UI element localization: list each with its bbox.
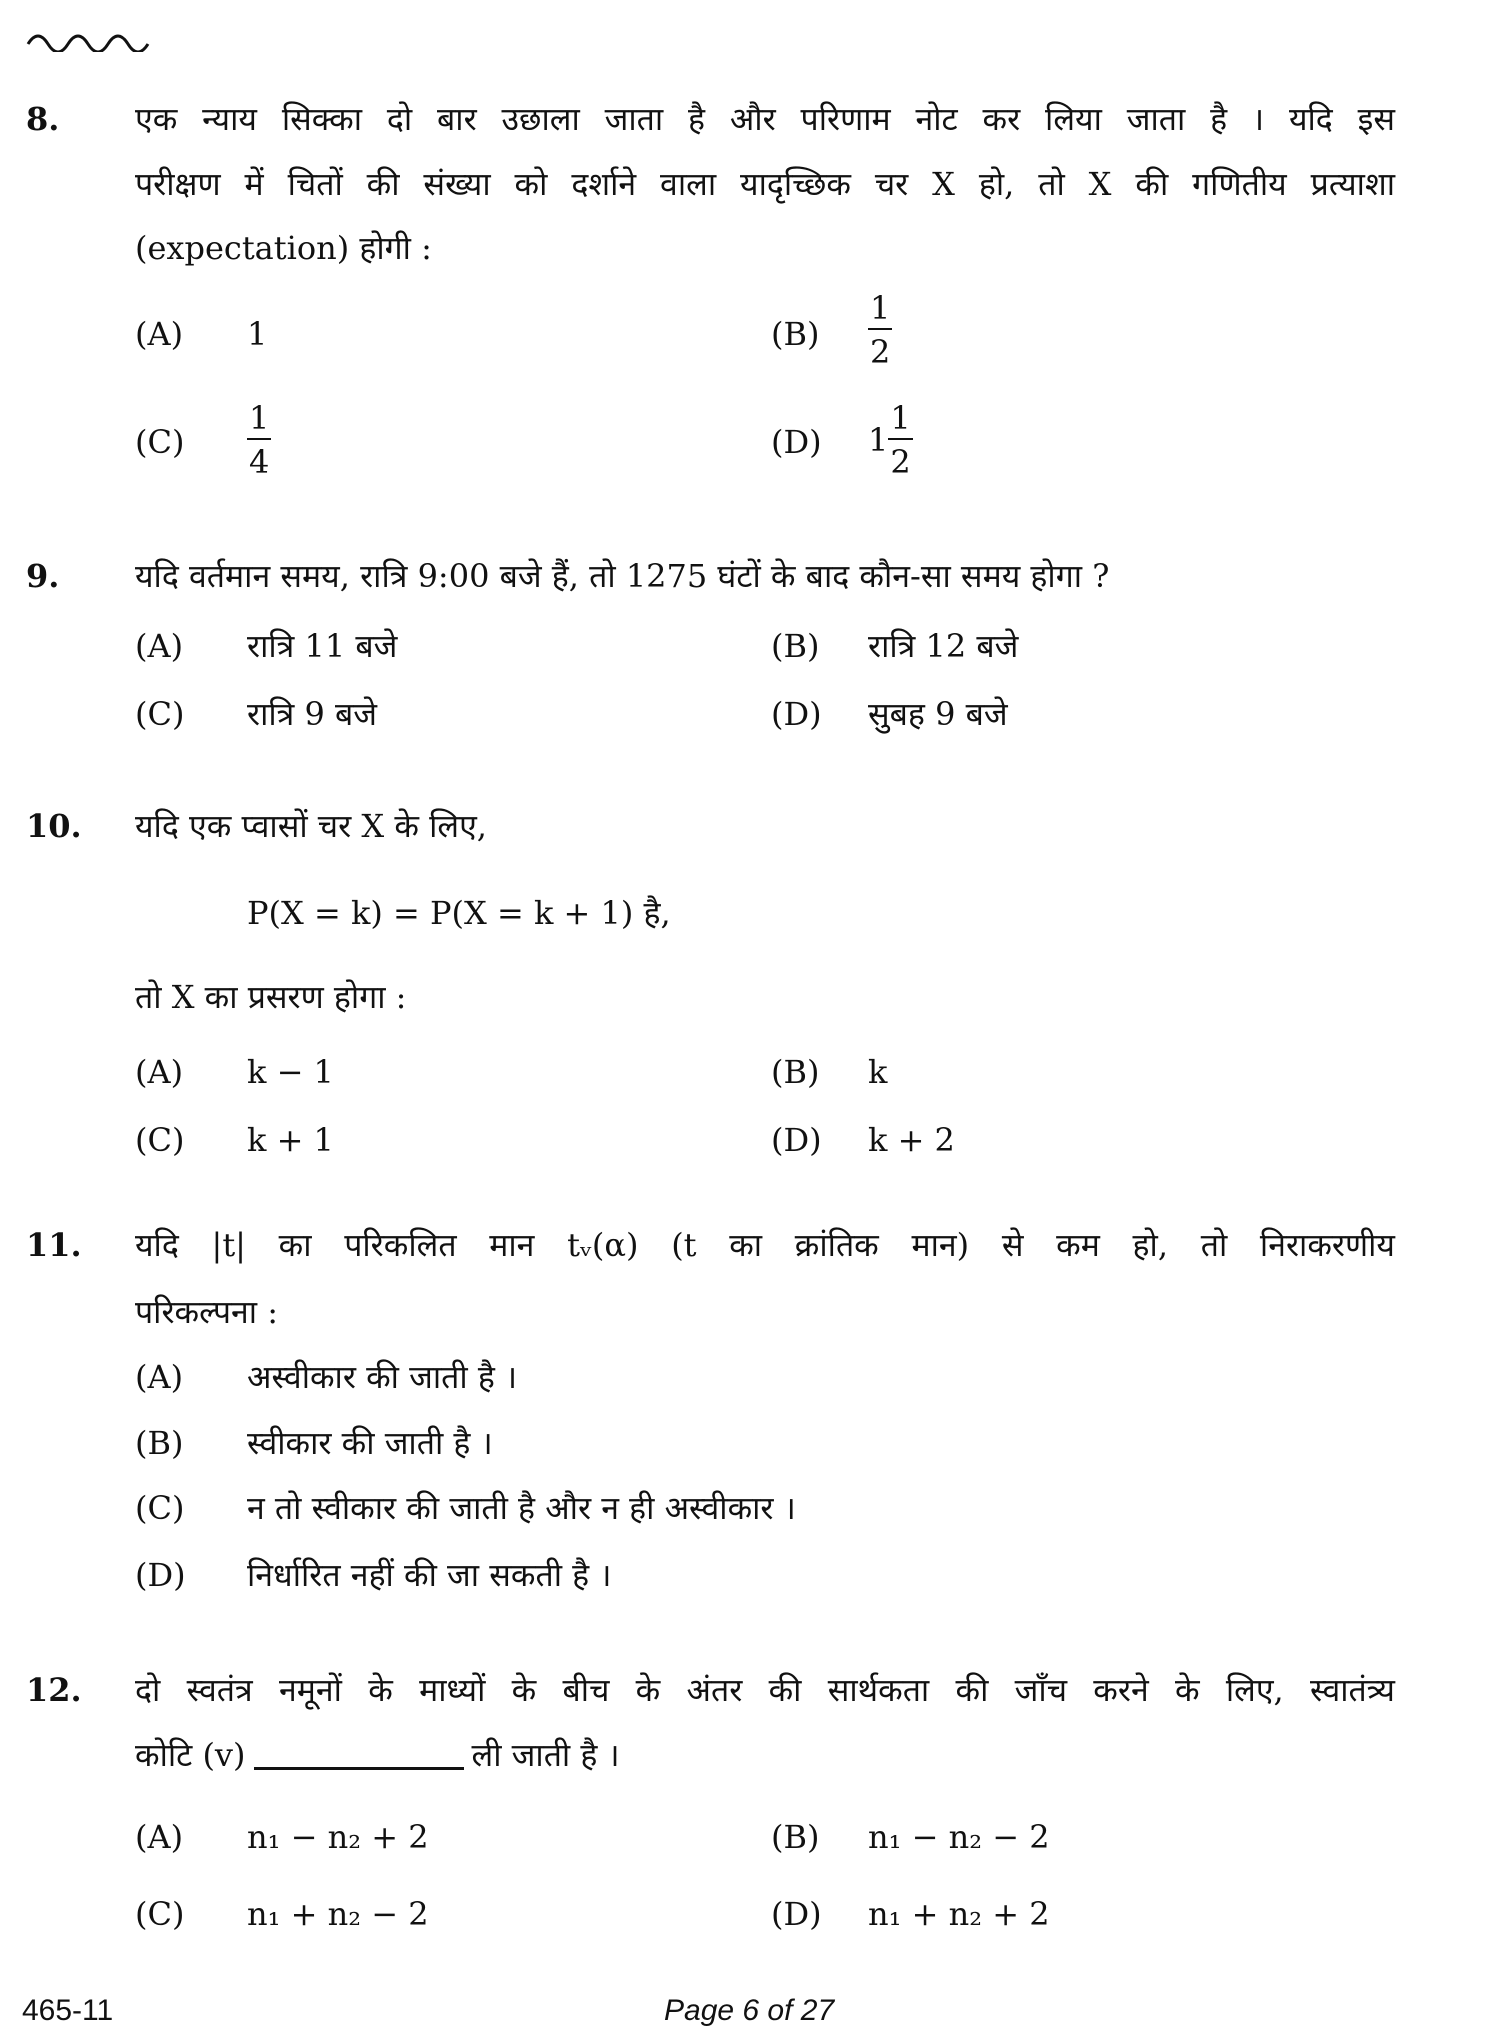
q11-option-a-value: अस्वीकार की जाती है ।: [247, 1358, 518, 1396]
q8-option-b-label: (B): [771, 315, 820, 353]
question-8-number: 8.: [26, 100, 60, 138]
q12-option-b-label: (B): [771, 1818, 820, 1856]
wave-mark-icon: [26, 30, 156, 52]
q8-option-c-label: (C): [135, 423, 185, 461]
question-10-text-line: यदि एक प्वासों चर X के लिए,: [135, 807, 487, 845]
q10-option-c-label: (C): [135, 1121, 185, 1159]
q11-option-d-value: निर्धारित नहीं की जा सकती है ।: [247, 1556, 612, 1594]
q8-option-a-value: 1: [247, 315, 268, 353]
whole-part: 1: [868, 421, 889, 459]
q11-option-c-label: (C): [135, 1489, 185, 1527]
q8-option-d-label: (D): [771, 423, 822, 461]
text-part: ली जाती है ।: [471, 1736, 620, 1774]
q12-option-c-value: n₁ + n₂ − 2: [247, 1895, 429, 1933]
denominator: 2: [890, 443, 911, 481]
q11-option-b-value: स्वीकार की जाती है ।: [247, 1424, 493, 1462]
paper-code: 465-11: [22, 1994, 114, 2027]
q9-option-c-value: रात्रि 9 बजे: [247, 695, 378, 733]
q8-option-b-value: [868, 289, 892, 371]
q8-option-c-value: [247, 399, 271, 481]
q10-option-b-label: (B): [771, 1053, 820, 1091]
q12-option-d-label: (D): [771, 1895, 822, 1933]
question-11-text-line: यदि |t| का परिकलित मान tᵥ(α) (t का क्रांतिक मान) से कम हो, तो निराकरणीय: [135, 1226, 1395, 1264]
q9-option-b-value: रात्रि 12 बजे: [868, 627, 1019, 665]
q10-option-b-value: k: [868, 1053, 888, 1091]
q9-option-b-label: (B): [771, 627, 820, 665]
q12-option-c-label: (C): [135, 1895, 185, 1933]
q12-option-d-value: n₁ + n₂ + 2: [868, 1895, 1050, 1933]
q10-option-c-value: k + 1: [247, 1121, 334, 1159]
numerator: 1: [868, 292, 892, 330]
question-12-text-line: [135, 1736, 620, 1774]
page-number: Page 6 of 27: [664, 1994, 835, 2027]
q11-option-d-label: (D): [135, 1556, 186, 1594]
q12-option-b-value: n₁ − n₂ − 2: [868, 1818, 1050, 1856]
q9-option-a-value: रात्रि 11 बजे: [247, 627, 398, 665]
q12-option-a-label: (A): [135, 1818, 184, 1856]
q11-option-a-label: (A): [135, 1358, 184, 1396]
question-9-text: यदि वर्तमान समय, रात्रि 9:00 बजे हैं, तो 1275 घंटों के बाद कौन-सा समय होगा ?: [135, 557, 1110, 595]
denominator: 4: [249, 443, 270, 481]
numerator: 1: [247, 402, 271, 440]
q11-option-b-label: (B): [135, 1424, 184, 1462]
q9-option-c-label: (C): [135, 695, 185, 733]
q10-option-d-label: (D): [771, 1121, 822, 1159]
question-10-equation: P(X = k) = P(X = k + 1) है,: [247, 894, 671, 932]
fill-in-blank: [254, 1767, 464, 1770]
q11-option-c-value: न तो स्वीकार की जाती है और न ही अस्वीकार ।: [247, 1489, 796, 1527]
q10-option-a-label: (A): [135, 1053, 184, 1091]
q12-option-a-value: n₁ − n₂ + 2: [247, 1818, 429, 1856]
question-11-text-line: परिकल्पना :: [135, 1293, 279, 1331]
denominator: 2: [870, 333, 891, 371]
q8-option-a-label: (A): [135, 315, 184, 353]
question-9-number: 9.: [26, 557, 60, 595]
question-11-number: 11.: [26, 1226, 82, 1264]
text-part: कोटि (v): [135, 1736, 246, 1774]
q9-option-d-value: सुबह 9 बजे: [868, 695, 1008, 733]
q10-option-a-value: k − 1: [247, 1053, 334, 1091]
q9-option-a-label: (A): [135, 627, 184, 665]
q8-option-d-value: [868, 399, 913, 481]
question-12-text-line: दो स्वतंत्र नमूनों के माध्यों के बीच के अंतर की सार्थकता की जाँच करने के लिए, स्वातंत्र्य: [135, 1671, 1395, 1709]
question-8-text-line: परीक्षण में चितों की संख्या को दर्शाने वाला यादृच्छिक चर X हो, तो X की गणितीय प्रत्याशा: [135, 165, 1395, 203]
question-8-text-line: (expectation) होगी :: [135, 229, 432, 267]
q9-option-d-label: (D): [771, 695, 822, 733]
q10-option-d-value: k + 2: [868, 1121, 955, 1159]
question-10-text-line: तो X का प्रसरण होगा :: [135, 978, 407, 1016]
question-10-number: 10.: [26, 807, 82, 845]
numerator: 1: [888, 402, 912, 440]
question-12-number: 12.: [26, 1671, 82, 1709]
question-8-text-line: एक न्याय सिक्का दो बार उछाला जाता है और परिणाम नोट कर लिया जाता है । यदि इस: [135, 100, 1395, 138]
